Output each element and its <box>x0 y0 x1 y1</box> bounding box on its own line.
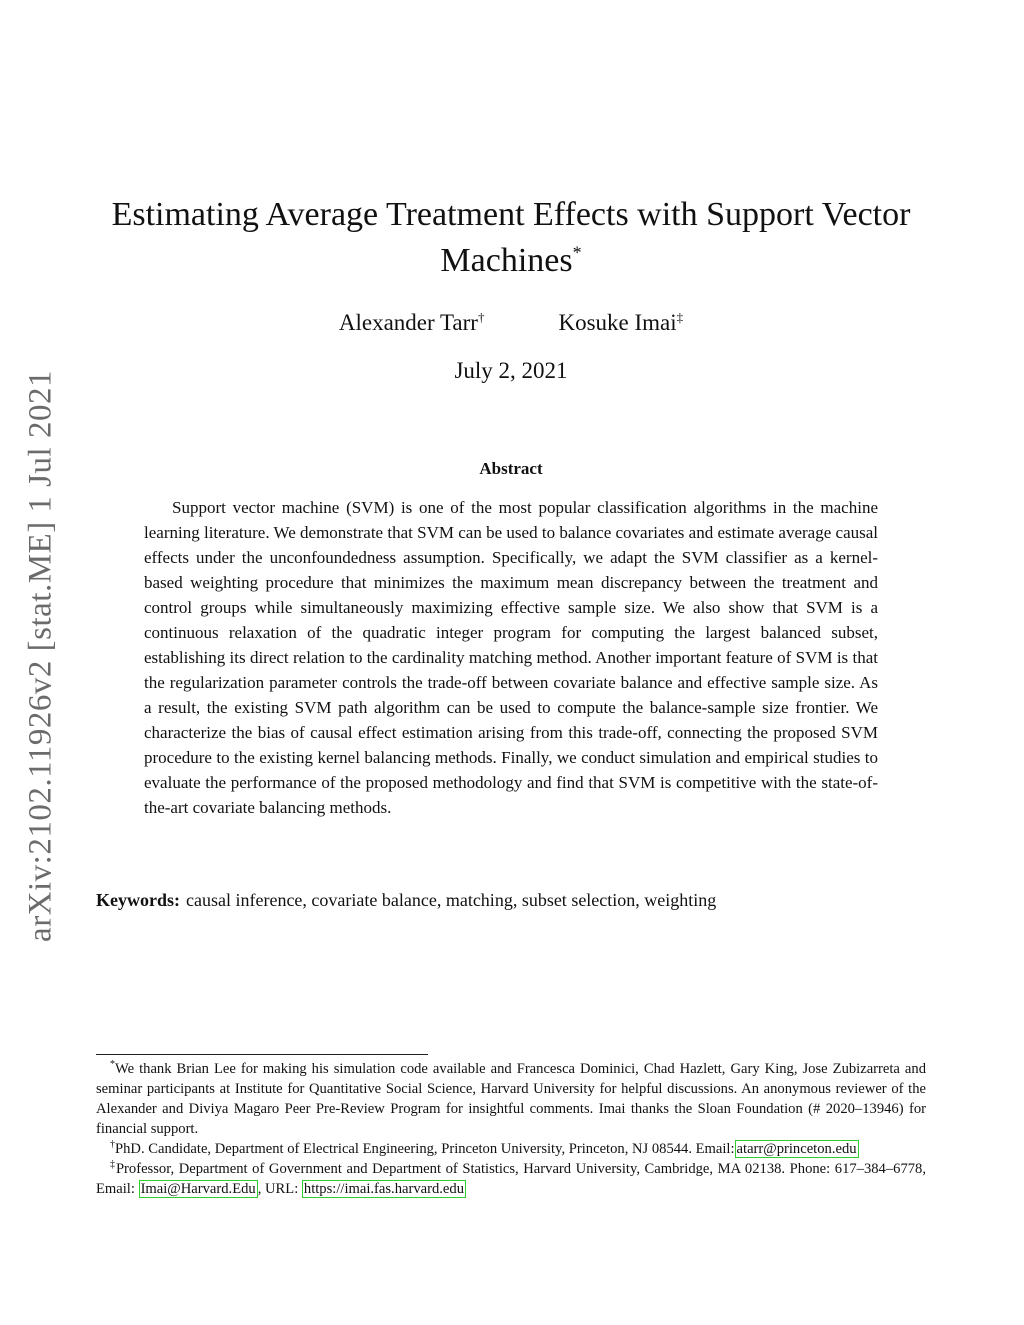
footnote-tarr <box>96 1139 926 1159</box>
footnote-text: Professor, Department of Government and Department of Statistics, Harvard University, Cambridge, MA 02138. Phone: 617–384–6778, Email: <box>96 1161 926 1197</box>
abstract-heading: Abstract <box>479 459 543 478</box>
author-tarr <box>339 310 485 336</box>
abstract-body: Support vector machine (SVM) is one of the most popular classification algorithms in the machine learning literature. We demonstrate that SVM can be used to balance covariates and estimate average causal effects under the unconfoundedness assumption. Specifically, we adapt the SVM classifier as a kernel-based weighting procedure that minimizes the maximum mean discrepancy between the treatment and control groups while simultaneously maximizing effective sample size. We also show that SVM is a continuous relaxation of the quadratic integer program for computing the largest balanced subset, establishing its direct relation to the cardinality matching method. Another important feature of SVM is that the regularization parameter controls the trade-off between covariate balance and effective sample size. As a result, the existing SVM path algorithm can be used to compute the balance-sample size frontier. We characterize the bias of causal effect estimation arising from this trade-off, connecting the proposed SVM procedure to the existing kernel balancing methods. Finally, we conduct simulation and empirical studies to evaluate the performance of the proposed methodology and find that SVM is competitive with the state-of-the-art covariate balancing methods. <box>144 498 878 817</box>
email-link-imai[interactable]: Imai@Harvard.Edu <box>140 1181 256 1197</box>
footnote-marker: † <box>110 1139 115 1151</box>
footnote-imai <box>96 1159 926 1199</box>
author-imai <box>558 310 683 336</box>
author-list <box>96 310 926 336</box>
author-footnote-marker: † <box>477 309 485 325</box>
keywords <box>96 890 926 911</box>
keywords-text: causal inference, covariate balance, matching, subset selection, weighting <box>186 890 717 910</box>
footnotes <box>96 1059 926 1199</box>
homepage-link-imai[interactable]: https://imai.fas.harvard.edu <box>303 1181 464 1197</box>
footnote-divider <box>96 1054 428 1055</box>
arxiv-identifier-stamp: arXiv:2102.11926v2 [stat.ME] 1 Jul 2021 <box>22 370 59 942</box>
url-label: , URL: <box>257 1181 302 1197</box>
paper-title <box>96 192 926 284</box>
title-footnote-marker: * <box>572 242 582 263</box>
keywords-label: Keywords: <box>96 890 180 910</box>
footnote-text: PhD. Candidate, Department of Electrical Engineering, Princeton University, Princeton, NJ 08544. Email: <box>115 1141 735 1157</box>
author-name: Alexander Tarr <box>338 310 478 335</box>
footnote-marker: ‡ <box>110 1159 116 1171</box>
email-link-tarr[interactable]: atarr@princeton.edu <box>736 1141 857 1157</box>
paper-date: July 2, 2021 <box>454 358 568 383</box>
author-footnote-marker: ‡ <box>676 309 684 325</box>
footnote-text: We thank Brian Lee for making his simulation code available and Francesca Dominici, Chad Hazlett, Gary King, Jose Zubizarreta and seminar participants at Institute for Quantitative Social Science, Harvard University for helpful discussions. An anonymous reviewer of the Alexander and Diviya Magaro Peer Pre-Review Program for insightful comments. Imai thanks the Sloan Foundation (# 2020–13946) for financial support. <box>96 1061 926 1137</box>
author-name: Kosuke Imai <box>558 310 677 335</box>
footnote-thanks <box>96 1059 926 1139</box>
footnote-marker: * <box>110 1059 115 1071</box>
paper-title-text: Estimating Average Treatment Effects with Support Vector Machines <box>111 196 911 279</box>
